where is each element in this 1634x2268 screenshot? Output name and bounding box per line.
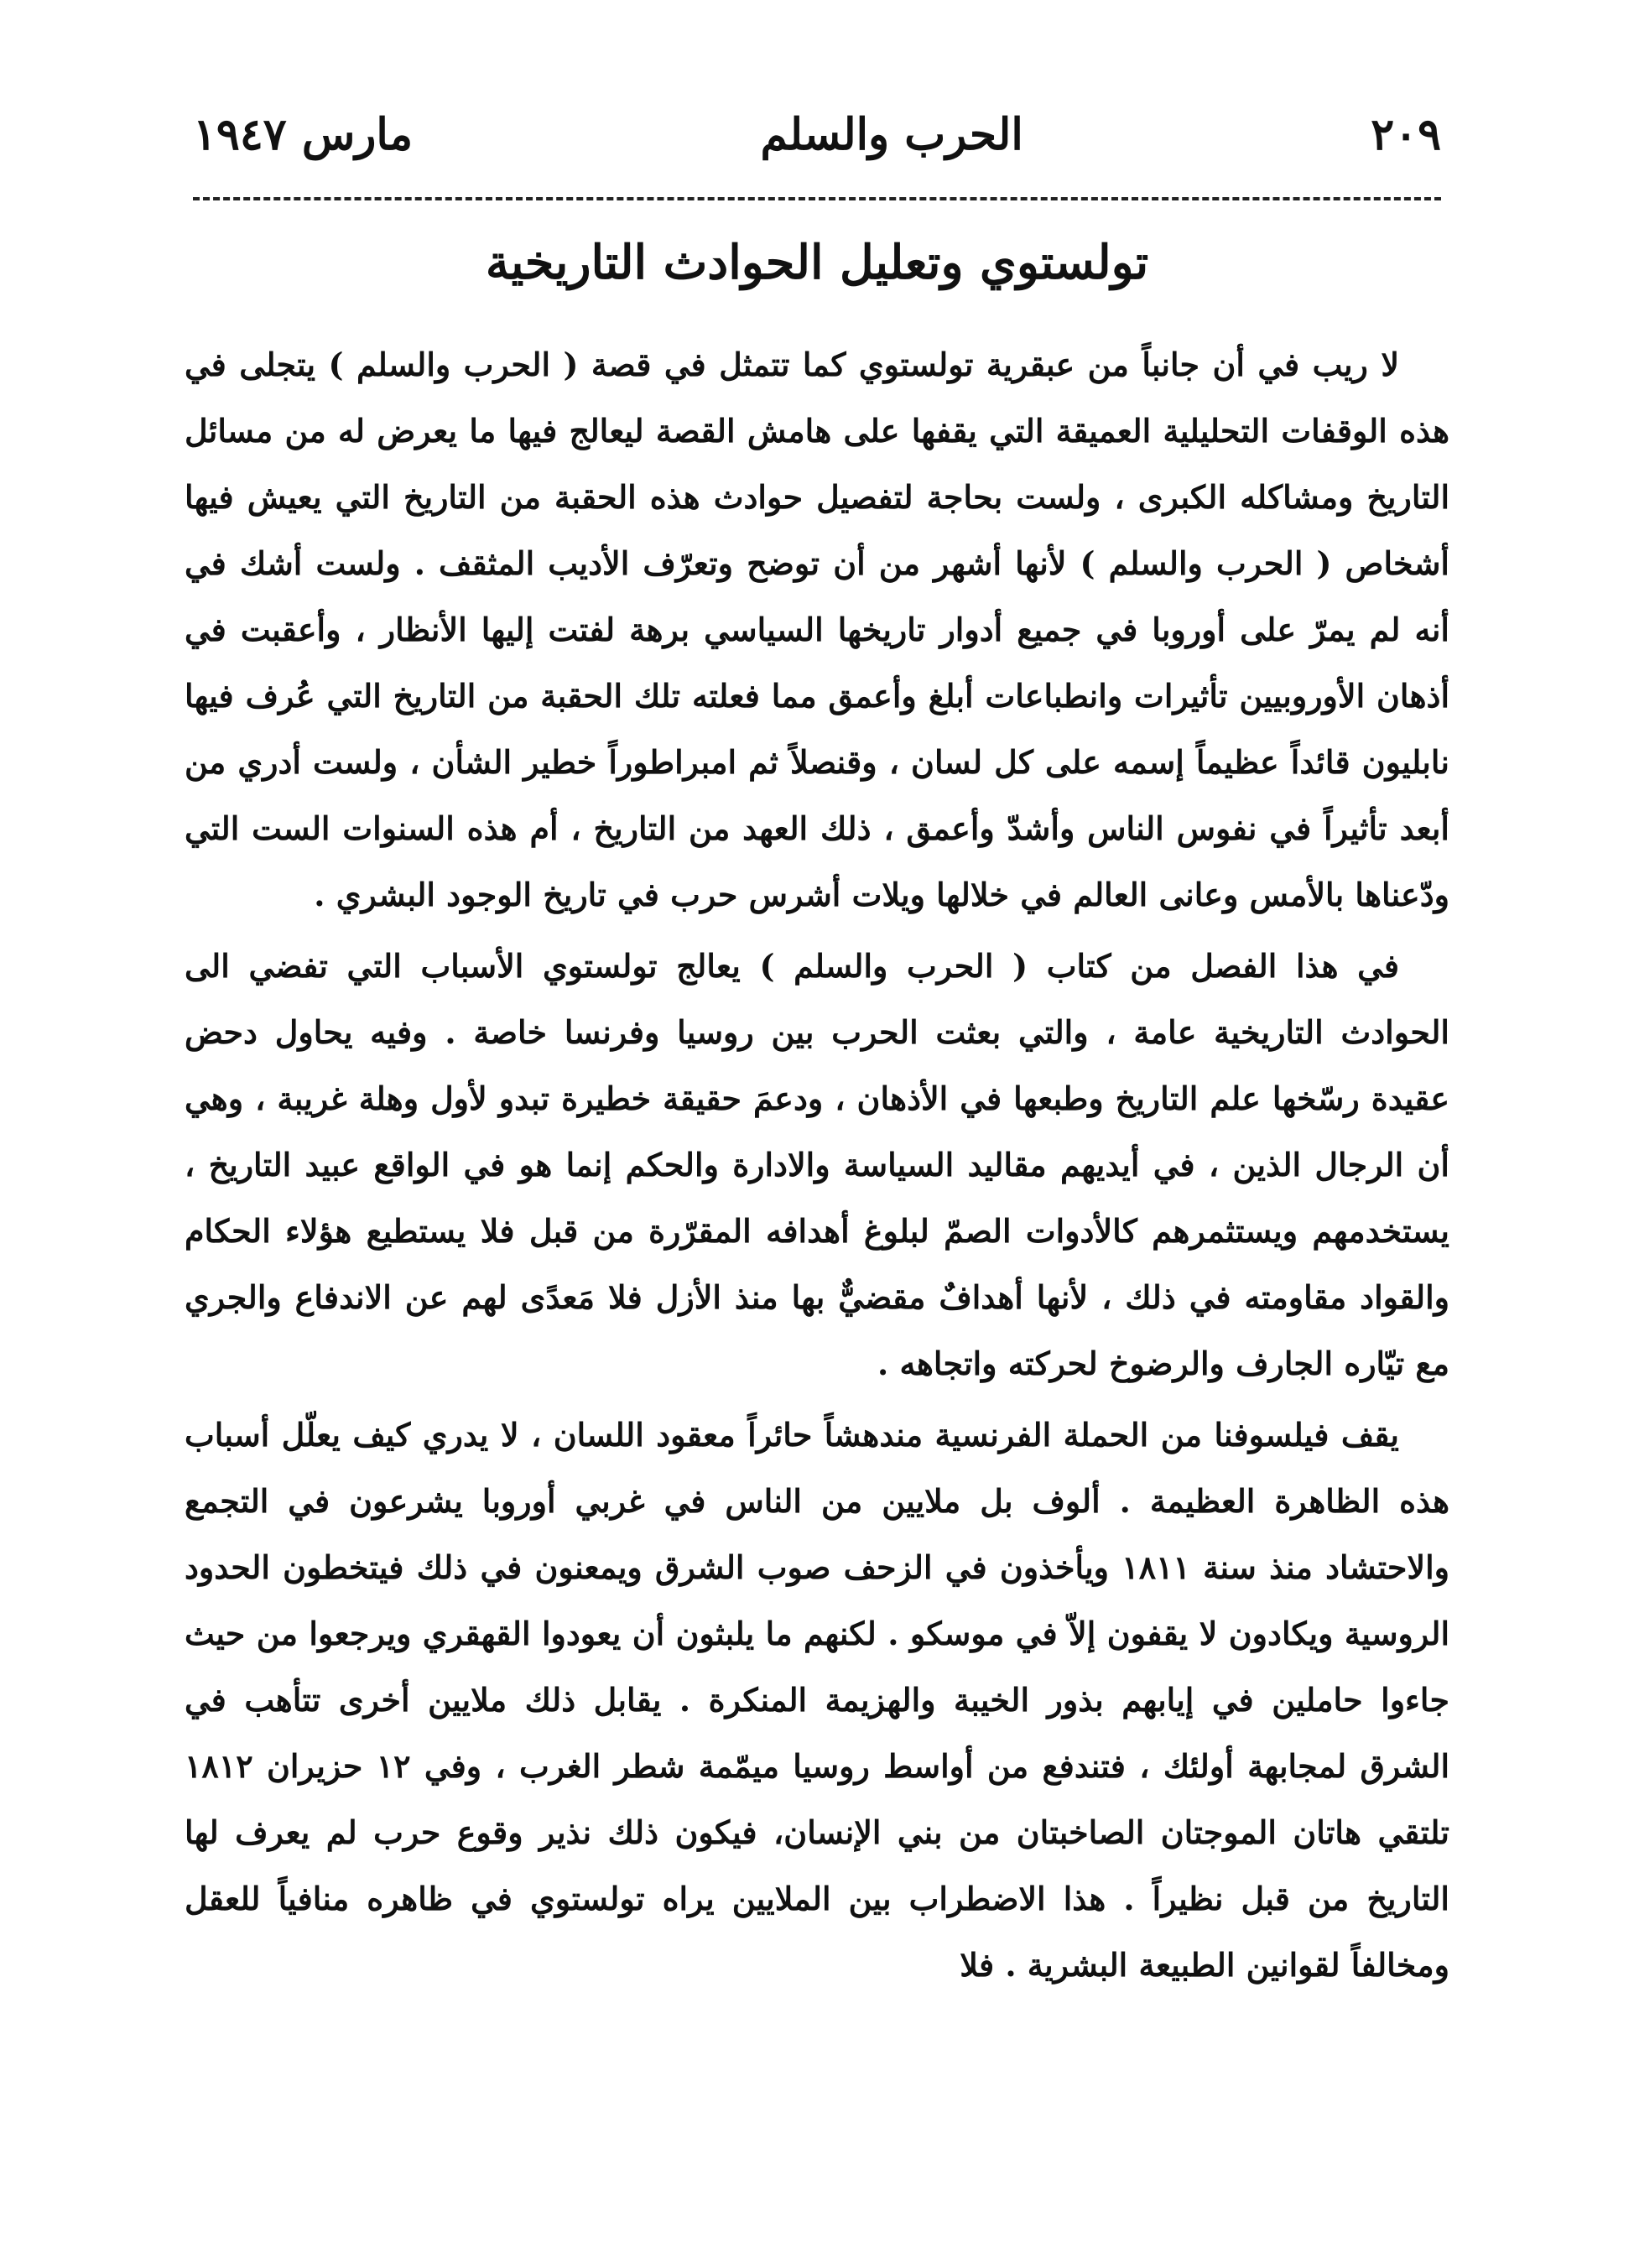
page-number: ٢٠٩ (1371, 108, 1441, 160)
article-title: تولستوي وتعليل الحوادث التاريخية (485, 235, 1149, 290)
header-divider (193, 197, 1441, 200)
paragraph: لا ريب في أن جانباً من عبقرية تولستوي كما تتمثل في قصة ( الحرب والسلم ) يتجلى في هذه الوقفات التحليلية العميقة التي يقفها على هامش القصة ليعالج فيها ما يعرض له من مسائل التاريخ ومشاكله الكبرى ، ولست بحاجة لتفصيل حوادث هذه الحقبة من التاريخ التي يعيش فيها أشخاص ( الحرب والسلم ) لأنها أشهر من أن توضح وتعرّف الأديب المثقف . ولست أشك في أنه لم يمرّ على أوروبا في جميع أدوار تاريخها السياسي برهة لفتت إليها الأنظار ، وأعقبت في أذهان الأوروبيين تأثيرات وانطباعات أبلغ وأعمق مما فعلته تلك الحقبة من التاريخ التي عُرف فيها نابليون قائداً عظيماً إسمه على كل لسان ، وقنصلاً ثم امبراطوراً خطير الشأن ، ولست أدري من أبعد تأثيراً في نفوس الناس وأشدّ وأعمق ، ذلك العهد من التاريخ ، أم هذه السنوات الست التي ودّعناها بالأمس وعانى العالم في خلالها ويلات أشرس حرب في تاريخ الوجود البشري . (185, 346, 1449, 913)
article-body (185, 331, 1449, 2003)
running-header (193, 101, 1441, 168)
paragraph: في هذا الفصل من كتاب ( الحرب والسلم ) يعالج تولستوي الأسباب التي تفضي الى الحوادث التاريخية عامة ، والتي بعثت الحرب بين روسيا وفرنسا خاصة . وفيه يحاول دحض عقيدة رسّخها علم التاريخ وطبعها في الأذهان ، ودعمَ حقيقة خطيرة تبدو لأول وهلة غريبة ، وهي أن الرجال الذين ، في أيديهم مقاليد السياسة والادارة والحكم إنما هو في الواقع عبيد التاريخ ، يستخدمهم ويستثمرهم كالأدوات الصمّ لبلوغ أهدافه المقرّرة من قبل فلا يستطيع هؤلاء الحكام والقواد مقاومته في ذلك ، لأنها أهدافٌ مقضيٌّ بها منذ الأزل فلا مَعدًى لهم عن الاندفاع والجري مع تيّاره الجارف والرضوخ لحركته واتجاهه . (185, 947, 1449, 1382)
issue-date: مارس ١٩٤٧ (193, 108, 414, 160)
paragraph: يقف فيلسوفنا من الحملة الفرنسية مندهشاً حائراً معقود اللسان ، لا يدري كيف يعلّل أسباب هذه الظاهرة العظيمة . ألوف بل ملايين من الناس في غربي أوروبا يشرعون في التجمع والاحتشاد منذ سنة ١٨١١ ويأخذون في الزحف صوب الشرق ويمعنون في ذلك فيتخطون الحدود الروسية ويكادون لا يقفون إلاّ في موسكو . لكنهم ما يلبثون أن يعودوا القهقري ويرجعوا من حيث جاءوا حاملين في إيابهم بذور الخيبة والهزيمة المنكرة . يقابل ذلك ملايين أخرى تتأهب في الشرق لمجابهة أولئك ، فتندفع من أواسط روسيا ميمّمة شطر الغرب ، وفي ١٢ حزيران ١٨١٢ تلتقي هاتان الموجتان الصاخبتان من بني الإنسان، فيكون ذلك نذير وقوع حرب لم يعرف لها التاريخ من قبل نظيراً . هذا الاضطراب بين الملايين يراه تولستوي في ظاهره منافياً للعقل ومخالفاً لقوانين الطبيعة البشرية . فلا (185, 1416, 1450, 1984)
running-title: الحرب والسلم (760, 108, 1023, 160)
